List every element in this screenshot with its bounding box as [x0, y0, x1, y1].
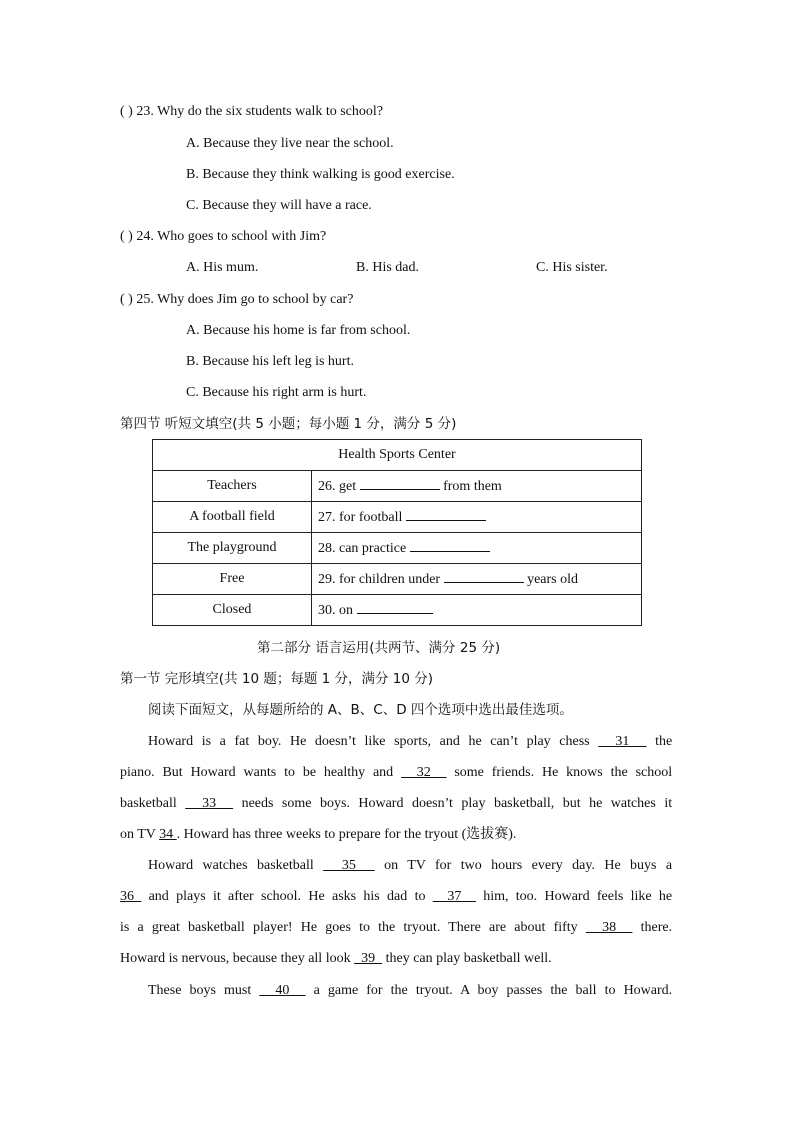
- table-header: Health Sports Center: [153, 440, 642, 471]
- passage-word: play: [436, 951, 461, 966]
- passage-word: a: [219, 734, 226, 749]
- passage-word: on: [384, 858, 399, 873]
- passage-word: ball: [575, 983, 597, 998]
- passage-word: a: [313, 983, 320, 998]
- passage-word: He: [604, 858, 621, 873]
- passage-word: every: [531, 858, 563, 873]
- passage-word: watches: [202, 858, 248, 873]
- answer-blank[interactable]: [357, 601, 433, 614]
- passage-word: A: [460, 983, 470, 998]
- passage-word: boy.: [257, 734, 282, 749]
- passage-word: too.: [515, 889, 538, 904]
- question-25: ( ) 25. Why does Jim go to school by car?: [120, 292, 354, 307]
- passage-word: player!: [252, 920, 293, 935]
- cell-text: 30. on: [318, 603, 353, 618]
- passage-word: plays: [176, 889, 206, 904]
- passage-word: school.: [261, 889, 302, 904]
- option-24c: C. His sister.: [536, 260, 608, 275]
- passage-word: knows: [566, 765, 603, 780]
- passage-word: is: [168, 951, 178, 966]
- answer-blank[interactable]: [360, 477, 440, 490]
- passage-word: a: [137, 920, 144, 935]
- passage-word: some: [281, 796, 312, 811]
- passage-word: needs: [241, 796, 274, 811]
- table-row: [153, 502, 642, 533]
- passage-word: play: [461, 796, 486, 811]
- passage-word: can: [413, 951, 433, 966]
- cloze-blank: 36: [120, 889, 142, 904]
- cloze-blank: 32: [401, 765, 447, 780]
- passage-text: . Howard has three weeks to prepare for the tryout (选拔赛).: [176, 827, 517, 842]
- passage-word: like: [364, 734, 386, 749]
- passage-word: some: [454, 765, 484, 780]
- table-cell-blank: [312, 595, 642, 626]
- passage-word: like: [630, 889, 652, 904]
- passage-word: goes: [325, 920, 351, 935]
- cell-text: 29. for children under: [318, 572, 441, 587]
- passage-word: Howard: [148, 734, 194, 749]
- passage-word: He: [300, 920, 318, 935]
- question-24: ( ) 24. Who goes to school with Jim?: [120, 229, 327, 244]
- passage-word: look: [325, 951, 351, 966]
- table-cell-blank: [312, 502, 642, 533]
- passage-word: Howard.: [623, 983, 673, 998]
- passage-line: [148, 982, 672, 1000]
- cell-text: 27. for football: [318, 510, 403, 525]
- cloze-blank: 33: [185, 796, 234, 811]
- passage-word: Howard: [358, 796, 404, 811]
- passage-word: for: [435, 858, 452, 873]
- passage-word: it: [212, 889, 221, 904]
- answer-blank[interactable]: [406, 508, 486, 521]
- question-23: ( ) 23. Why do the six students walk to school?: [120, 104, 383, 119]
- passage-word: chess: [559, 734, 590, 749]
- passage-word: are: [489, 920, 507, 935]
- passage-line: [148, 857, 672, 875]
- passage-text: on TV: [120, 827, 160, 842]
- passage-word: they: [385, 951, 410, 966]
- cell-text: years old: [527, 572, 579, 587]
- health-sports-center-table: [152, 439, 642, 626]
- passage-word: tryout.: [403, 920, 441, 935]
- section1-instruction: 阅读下面短文，从每题所给的 A、B、C、D 四个选项中选出最佳选项。: [148, 702, 573, 718]
- answer-blank[interactable]: [410, 539, 490, 552]
- passage-word: a: [665, 858, 673, 873]
- passage-line: [120, 826, 516, 844]
- passage-line: [120, 950, 552, 968]
- passage-word: play: [526, 734, 551, 749]
- passage-word: be: [302, 765, 317, 780]
- passage-word: asks: [331, 889, 357, 904]
- passage-word: to: [284, 765, 295, 780]
- option-24a: A. His mum.: [186, 260, 259, 275]
- passage-word: TV: [407, 858, 426, 873]
- section1-heading: 第一节 完形填空(共 10 题；每题 1 分，满分 10 分): [120, 671, 434, 687]
- passage-word: the: [655, 734, 673, 749]
- passage-word: and: [439, 734, 460, 749]
- passage-word: and: [372, 765, 394, 780]
- passage-word: well.: [524, 951, 552, 966]
- passage-word: school: [635, 765, 673, 780]
- table-row: [153, 533, 642, 564]
- blank-34: 34: [159, 827, 177, 842]
- passage-word: sports,: [394, 734, 432, 749]
- passage-word: fat: [234, 734, 250, 749]
- table-cell-label: Free: [153, 564, 312, 595]
- passage-word: must: [224, 983, 252, 998]
- passage-word: Howard: [120, 951, 166, 966]
- passage-word: He: [541, 765, 559, 780]
- cloze-blank: 37: [432, 889, 476, 904]
- passage-word: basketball: [120, 796, 177, 811]
- passage-word: doesn’t: [314, 734, 356, 749]
- passage-word: healthy: [323, 765, 366, 780]
- passage-word: he: [468, 734, 482, 749]
- passage-word: basketball: [463, 951, 521, 966]
- cloze-blank: 38: [585, 920, 633, 935]
- passage-word: there.: [640, 920, 673, 935]
- cloze-blank: 39: [354, 951, 383, 966]
- cell-text: from them: [443, 479, 502, 494]
- passage-word: his: [363, 889, 380, 904]
- passage-word: Howard: [544, 889, 590, 904]
- passage-word: is: [201, 734, 212, 749]
- option-23c: C. Because they will have a race.: [186, 198, 372, 213]
- passage-word: day.: [572, 858, 595, 873]
- passage-word: wants: [243, 765, 277, 780]
- passage-word: game: [327, 983, 359, 998]
- passage-word: to: [359, 920, 370, 935]
- passage-word: friends.: [491, 765, 535, 780]
- table-cell-blank: [312, 533, 642, 564]
- passage-word: nervous,: [181, 951, 230, 966]
- passage-word: the: [390, 983, 408, 998]
- passage-word: Howard: [190, 765, 236, 780]
- passage-word: two: [460, 858, 482, 873]
- part2-heading: 第二部分 语言运用(共两节、满分 25 分): [257, 640, 501, 656]
- passage-word: he: [658, 889, 673, 904]
- passage-word: and: [148, 889, 169, 904]
- passage-line: [120, 888, 672, 906]
- passage-word: These: [148, 983, 182, 998]
- passage-word: There: [448, 920, 481, 935]
- passage-word: to: [604, 983, 616, 998]
- passage-word: him,: [483, 889, 509, 904]
- passage-word: the: [610, 765, 628, 780]
- option-25c: C. Because his right arm is hurt.: [186, 385, 367, 400]
- passage-word: basketball,: [493, 796, 555, 811]
- passage-word: doesn’t: [411, 796, 453, 811]
- passage-word: because: [232, 951, 278, 966]
- passage-word: He: [308, 889, 325, 904]
- cloze-blank: 31: [598, 734, 647, 749]
- passage-word: hours: [491, 858, 523, 873]
- section4-heading: 第四节 听短文填空(共 5 小题；每小题 1 分，满分 5 分): [120, 416, 457, 432]
- passage-line: [120, 764, 672, 782]
- passage-word: the: [378, 920, 396, 935]
- passage-word: basketball: [188, 920, 245, 935]
- option-25b: B. Because his left leg is hurt.: [186, 354, 354, 369]
- passage-word: He: [290, 734, 307, 749]
- passage-line: [120, 919, 672, 937]
- passage-word: boy: [477, 983, 499, 998]
- passage-word: boys.: [319, 796, 350, 811]
- option-24b: B. His dad.: [356, 260, 419, 275]
- passage-word: feels: [596, 889, 624, 904]
- passage-word: but: [562, 796, 581, 811]
- passage-word: great: [151, 920, 180, 935]
- cell-text: 26. get: [318, 479, 357, 494]
- passage-line: [148, 733, 672, 751]
- table-cell-blank: [312, 564, 642, 595]
- option-23a: A. Because they live near the school.: [186, 136, 394, 151]
- table-cell-label: A football field: [153, 502, 312, 533]
- passage-word: tryout.: [415, 983, 453, 998]
- passage-word: he: [589, 796, 603, 811]
- passage-word: all: [308, 951, 323, 966]
- passage-word: it: [664, 796, 673, 811]
- passage-word: to: [414, 889, 426, 904]
- table-cell-label: The playground: [153, 533, 312, 564]
- answer-blank[interactable]: [444, 570, 524, 583]
- table-row: [153, 564, 642, 595]
- cell-text: 28. can practice: [318, 541, 407, 556]
- passage-word: for: [366, 983, 383, 998]
- passage-word: basketball: [256, 858, 314, 873]
- passage-word: after: [228, 889, 254, 904]
- passage-word: passes: [506, 983, 543, 998]
- passage-line: [120, 795, 672, 813]
- passage-word: fifty: [553, 920, 578, 935]
- passage-word: dad: [387, 889, 408, 904]
- option-25a: A. Because his home is far from school.: [186, 323, 411, 338]
- table-cell-label: Teachers: [153, 471, 312, 502]
- cloze-blank: 40: [259, 983, 306, 998]
- passage-word: watches: [610, 796, 656, 811]
- option-23b: B. Because they think walking is good exercise.: [186, 167, 455, 182]
- cloze-blank: 35: [323, 858, 375, 873]
- table-cell-blank: [312, 471, 642, 502]
- passage-word: But: [162, 765, 183, 780]
- passage-word: can’t: [490, 734, 518, 749]
- passage-word: the: [550, 983, 568, 998]
- passage-word: Howard: [148, 858, 194, 873]
- passage-word: is: [120, 920, 130, 935]
- passage-word: boys: [189, 983, 216, 998]
- table-row: [153, 595, 642, 626]
- passage-word: piano.: [120, 765, 155, 780]
- table-row: [153, 471, 642, 502]
- passage-word: they: [280, 951, 305, 966]
- table-cell-label: Closed: [153, 595, 312, 626]
- passage-word: buys: [630, 858, 657, 873]
- passage-word: about: [514, 920, 546, 935]
